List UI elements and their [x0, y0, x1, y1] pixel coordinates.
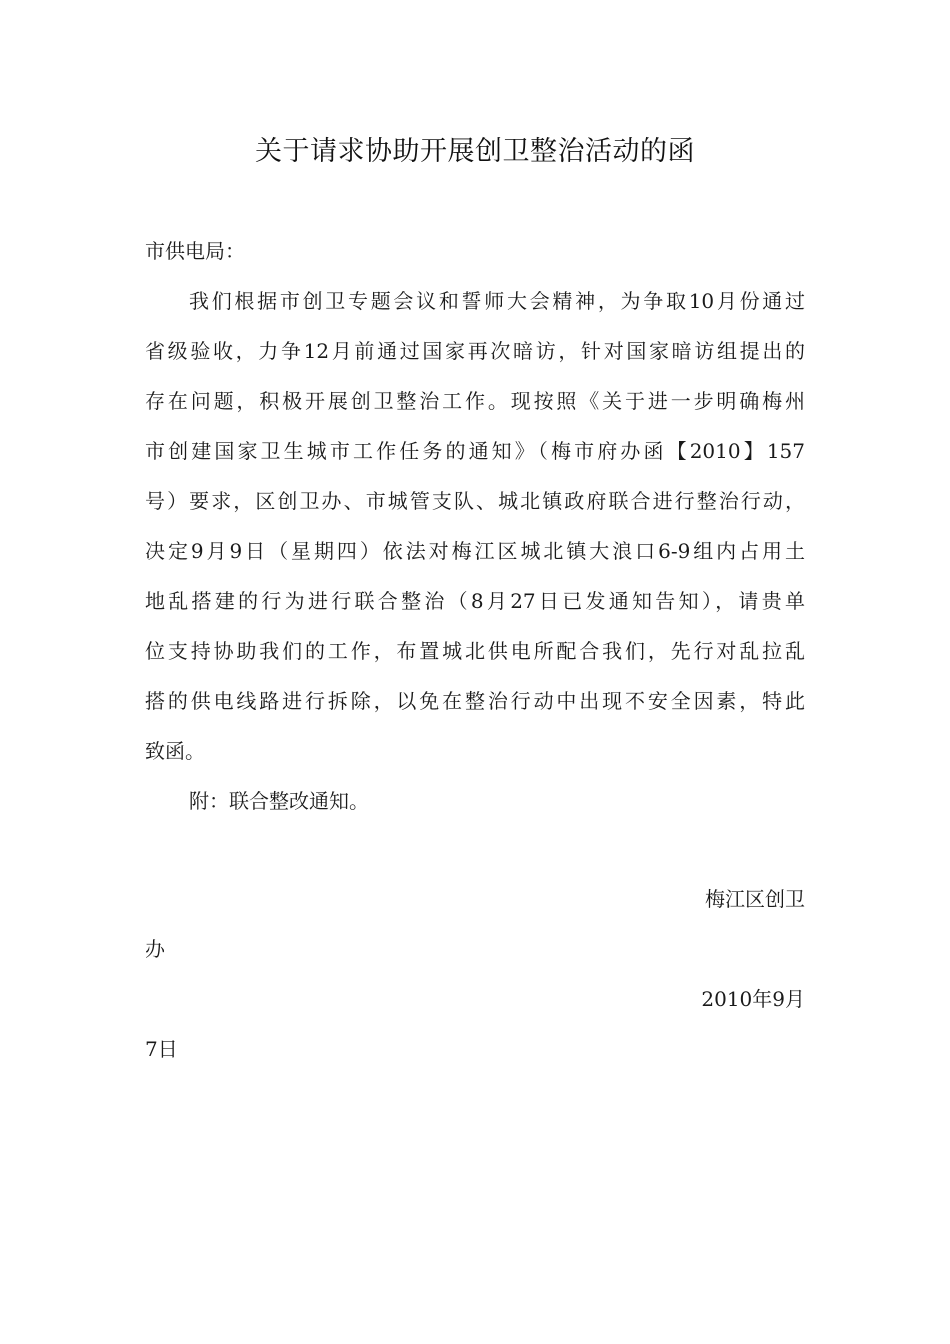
- body-line: 致函。: [145, 739, 205, 763]
- body-line: 存在问题，积极开展创卫整治工作。现按照《关于进一步明确梅州: [145, 389, 805, 413]
- signature-org-continued: 办: [145, 937, 165, 961]
- signature-org: 梅江区创卫: [705, 887, 805, 911]
- body-line: 号）要求，区创卫办、市城管支队、城北镇政府联合进行整治行动，: [145, 489, 805, 513]
- signature-date: 2010年9月: [701, 987, 805, 1011]
- body-line: 位支持协助我们的工作，布置城北供电所配合我们，先行对乱拉乱: [145, 639, 805, 663]
- attachment-note: 附：联合整改通知。: [189, 789, 369, 813]
- body-line: 地乱搭建的行为进行联合整治（8月27日已发通知告知），请贵单: [145, 589, 805, 613]
- salutation-block: [145, 226, 805, 276]
- body-line: 省级验收，力争12月前通过国家再次暗访，针对国家暗访组提出的: [145, 339, 805, 363]
- body-line: 决定9月9日（星期四）依法对梅江区城北镇大浪口6-9组内占用土: [145, 539, 805, 563]
- body-line: 搭的供电线路进行拆除，以免在整治行动中出现不安全因素，特此: [145, 689, 805, 713]
- signature-date-continued: 7日: [145, 1037, 178, 1061]
- body-line: 我们根据市创卫专题会议和誓师大会精神，为争取10月份通过: [189, 289, 805, 313]
- signature-block: [145, 874, 805, 1074]
- body-paragraph: [145, 276, 805, 776]
- document-title: 关于请求协助开展创卫整治活动的函: [255, 136, 695, 167]
- attachment-block: [145, 776, 805, 826]
- salutation: 市供电局：: [145, 239, 245, 263]
- body-line: 市创建国家卫生城市工作任务的通知》（梅市府办函【2010】157: [145, 439, 805, 463]
